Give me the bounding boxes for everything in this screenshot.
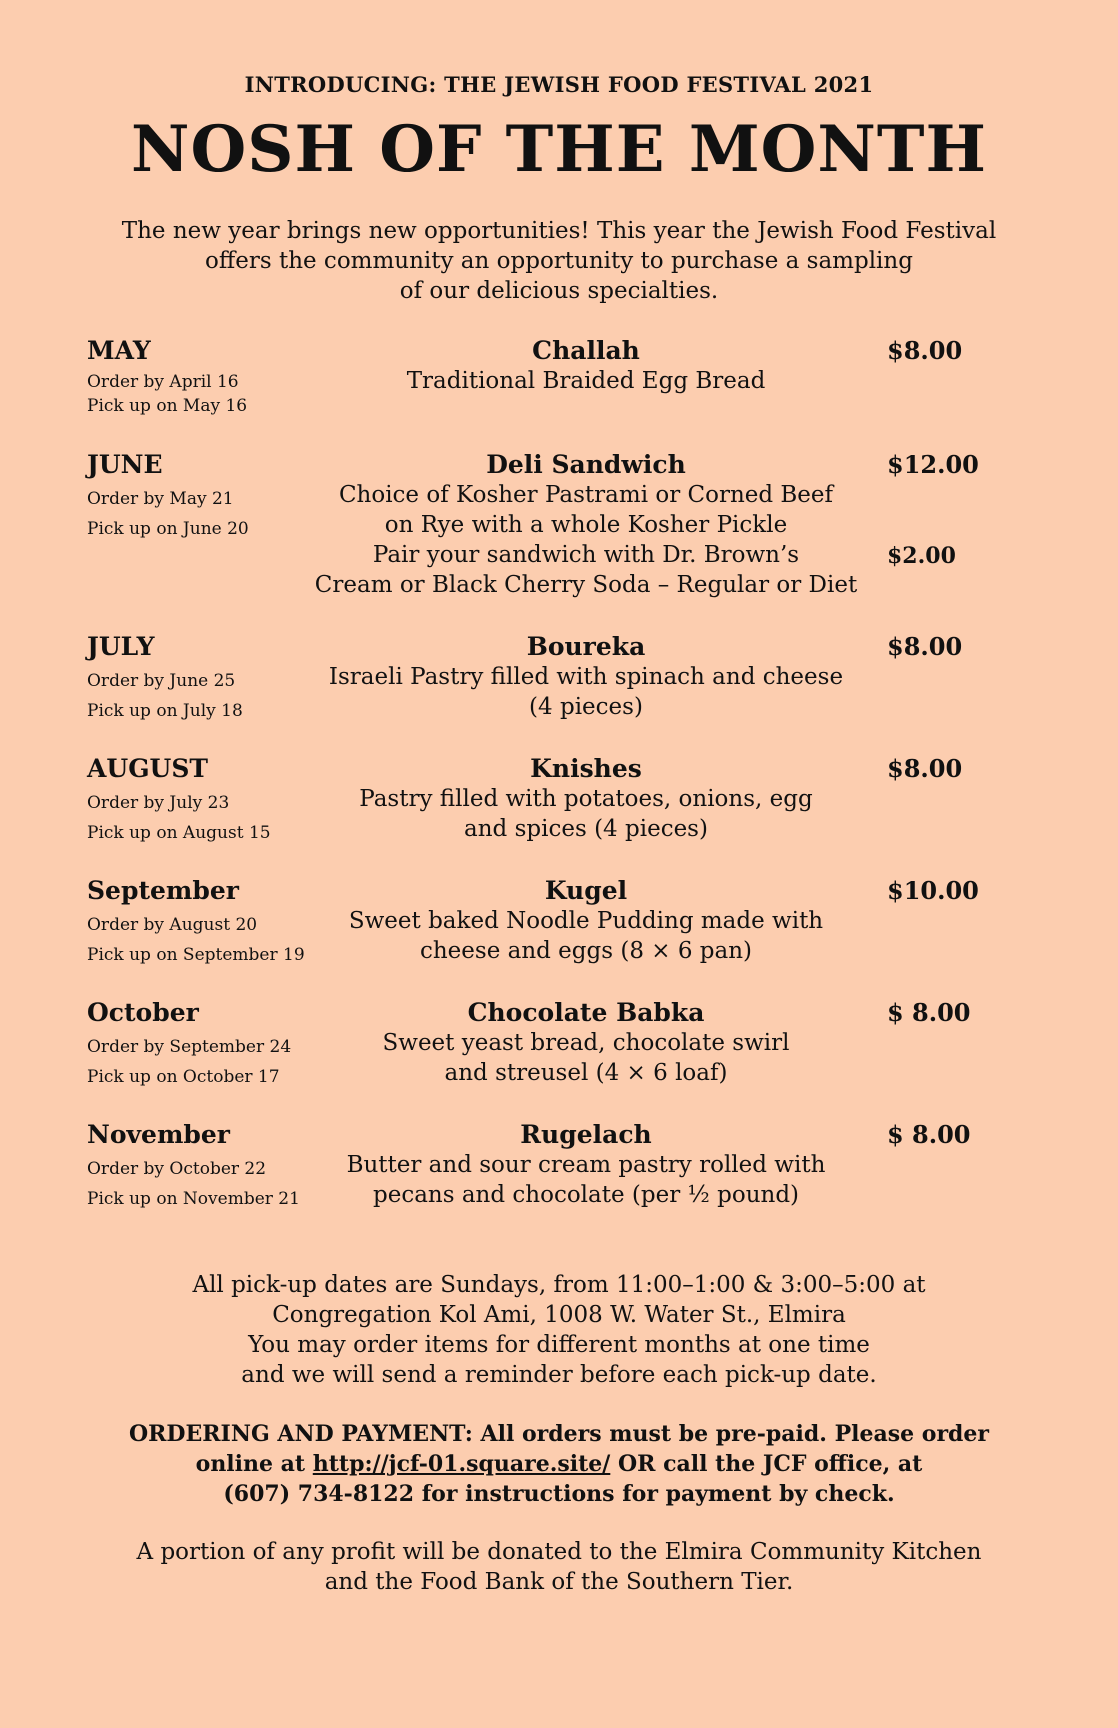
ordering-line: (607) 734-8122 for instructions for payment by check.: [223, 1481, 895, 1507]
pickup-info-line: Congregation Kol Ami, 1008 W. Water St., Elmira: [272, 1302, 846, 1328]
dish-description: on Rye with a whole Kosher Pickle: [384, 512, 788, 538]
dish-description: cheese and eggs (8 × 6 pan): [419, 938, 753, 964]
intro-line: The new year brings new opportunities! This year the Jewish Food Festival: [121, 218, 997, 244]
dish-block: [280, 450, 892, 600]
dish-description: and spices (4 pieces): [464, 816, 708, 842]
ordering-text: OR call the JCF office, at: [610, 1451, 923, 1477]
price: $8.00: [887, 336, 963, 365]
pick-up-date: Pick up on May 16: [87, 396, 248, 416]
dish-description: Butter and sour cream pastry rolled with: [346, 1152, 826, 1178]
month-label: JULY: [87, 632, 155, 661]
pick-up-date: Pick up on July 18: [87, 701, 243, 721]
intro-line: of our delicious specialties.: [399, 278, 719, 304]
donation-line: and the Food Bank of the Southern Tier.: [324, 1569, 794, 1595]
pick-up-date: Pick up on August 15: [87, 823, 271, 843]
dish-block: [280, 876, 892, 966]
month-label: JUNE: [87, 450, 163, 479]
dish-description: Pair your sandwich with Dr. Brown’s: [372, 542, 800, 568]
order-by: Order by April 16: [87, 372, 239, 392]
dish-block: [280, 632, 892, 722]
dish-description: and streusel (4 × 6 loaf): [444, 1060, 728, 1086]
dish-description: Sweet baked Noodle Pudding made with: [348, 908, 824, 934]
month-label: September: [87, 876, 239, 905]
dish-description: Cream or Black Cherry Soda – Regular or Diet: [314, 572, 858, 598]
dish-name: Knishes: [530, 754, 642, 783]
dish-description: Traditional Braided Egg Bread: [406, 368, 766, 394]
dish-name: Boureka: [526, 632, 646, 661]
pick-up-date: Pick up on June 20: [87, 519, 249, 539]
dish-name: Deli Sandwich: [486, 450, 686, 479]
price: $8.00: [887, 632, 963, 661]
month-label: October: [87, 998, 199, 1027]
price: $ 8.00: [887, 1120, 971, 1149]
dish-name: Kugel: [544, 876, 628, 905]
donation-note: [60, 1537, 1058, 1597]
dish-description: Pastry filled with potatoes, onions, egg: [359, 786, 813, 812]
price: $8.00: [887, 754, 963, 783]
dish-description: pecans and chocolate (per ½ pound): [372, 1182, 800, 1208]
price: $10.00: [887, 876, 979, 905]
order-by: Order by July 23: [87, 793, 230, 813]
price: $12.00: [887, 450, 979, 479]
intro-paragraph: [60, 216, 1058, 306]
pickup-info-line: and we will send a reminder before each pick-up date.: [241, 1362, 877, 1388]
ordering-text: online at: [195, 1451, 313, 1477]
dish-name: Rugelach: [520, 1120, 652, 1149]
dish-description: (4 pieces): [529, 694, 643, 720]
pick-up-date: Pick up on September 19: [87, 945, 305, 965]
pick-up-date: Pick up on November 21: [87, 1189, 300, 1209]
soda-price: $2.00: [887, 543, 956, 569]
price: $ 8.00: [887, 998, 971, 1027]
dish-name: Challah: [532, 336, 640, 365]
pick-up-date: Pick up on October 17: [87, 1067, 280, 1087]
dish-block: [280, 998, 892, 1088]
order-by: Order by September 24: [87, 1037, 292, 1057]
pickup-info: [60, 1270, 1058, 1390]
dish-description: Sweet yeast bread, chocolate swirl: [382, 1030, 790, 1056]
ordering-line: ORDERING AND PAYMENT: All orders must be pre-paid. Please order: [128, 1421, 990, 1447]
order-by: Order by August 20: [87, 915, 258, 935]
ordering-payment: [100, 1419, 1018, 1509]
ordering-line: [100, 1449, 1018, 1479]
month-label: AUGUST: [87, 754, 209, 783]
donation-line: A portion of any profit will be donated to the Elmira Community Kitchen: [136, 1539, 982, 1565]
dish-block: [280, 1120, 892, 1210]
month-label: November: [87, 1120, 230, 1149]
kicker-heading: INTRODUCING: THE JEWISH FOOD FESTIVAL 2021: [244, 72, 874, 97]
dish-name: Chocolate Babka: [467, 998, 705, 1027]
order-by: Order by May 21: [87, 489, 234, 509]
page-title: NOSH OF THE MONTH: [130, 112, 988, 187]
month-label: MAY: [87, 336, 151, 365]
pickup-info-line: All pick-up dates are Sundays, from 11:00–1:00 & 3:00–5:00 at: [192, 1272, 926, 1298]
order-by: Order by October 22: [87, 1159, 267, 1179]
order-link[interactable]: http://jcf-01.square.site/: [312, 1451, 611, 1477]
dish-block: [280, 336, 892, 396]
intro-line: offers the community an opportunity to purchase a sampling: [205, 248, 913, 274]
pickup-info-line: You may order items for different months at one time: [248, 1332, 870, 1358]
order-by: Order by June 25: [87, 671, 236, 691]
dish-block: [280, 754, 892, 844]
dish-description: Choice of Kosher Pastrami or Corned Beef: [338, 482, 834, 508]
dish-description: Israeli Pastry filled with spinach and cheese: [328, 664, 844, 690]
